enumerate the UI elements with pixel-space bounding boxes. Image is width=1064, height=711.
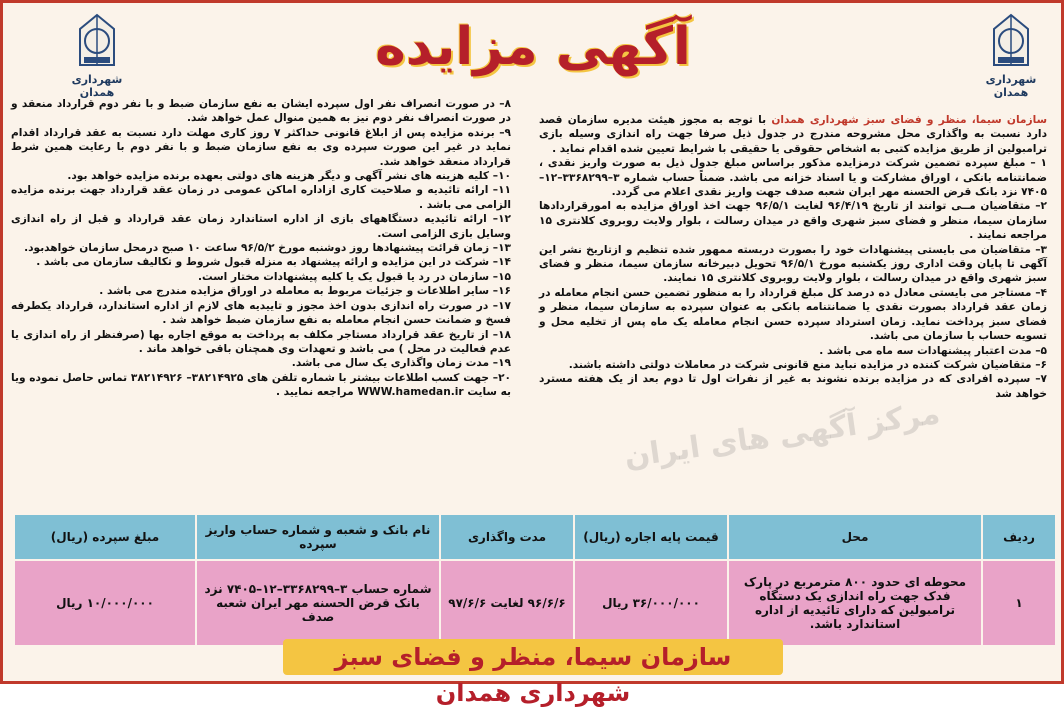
condition-item: ۱۹– مدت زمان واگذاری یک سال می باشد.	[291, 357, 511, 370]
condition-item: ۱۶– سایر اطلاعات و جزئیات مربوط به معامله در اوراق مزایده مندرج می باشد .	[99, 285, 511, 298]
cell-bank-account: شماره حساب ۳–۳۳۶۸۲۹۹–۱۲–۷۴۰۵ نزد بانک قرض الحسنه مهر ایران شعبه صدف	[196, 560, 440, 646]
intro-text: با توجه به مجوز هیئت مدیره سازمان قصد دارد نسبت به واگذاری محل مشروحه مندرج در جدول ذیل صرفا جهت راه اندازی وسیله بازی ترامبولین از طریق مزایده کتبی به اشخاص حقوقی یا حقیقی با شرایط تعیین شده اقدام نماید .	[539, 114, 1047, 155]
condition-item: ۸– در صورت انصراف نفر اول سپرده ایشان به نفع سازمان ضبط و با نفر دوم قرارداد منعقد و در صورت انصراف نفر دوم نیز به همین منوال عمل خواهد شد.	[11, 98, 511, 125]
cell-deposit: ۱۰/۰۰۰/۰۰۰ ریال	[14, 560, 196, 646]
watermark: مرکز آگهی های ایران	[622, 396, 943, 475]
condition-item: ۱۸– از تاریخ عقد قرارداد مستاجر مکلف به پرداخت به موقع اجاره بها (صرفنظر از راه اندازی یا عدم فعالیت در محل ) می باشد و تعهدات وی همچنان باقی خواهد ماند .	[11, 328, 511, 355]
col-header-bank-account: نام بانک و شعبه و شماره حساب واریز سپرده	[196, 514, 440, 560]
condition-item: ۶– متقاضیان شرکت کننده در مزایده نباید منع قانونی شرکت در معاملات دولتی داشته باشند.	[568, 358, 1047, 371]
cell-base-price: ۳۶/۰۰۰/۰۰۰ ریال	[574, 560, 728, 646]
condition-item: ۱۰– کلیه هزینه های نشر آگهی و دیگر هزینه های دولتی بعهده برنده مزایده خواهد بود.	[67, 170, 511, 183]
condition-item: ۱ – مبلغ سپرده تضمین شرکت درمزایده مذکور براساس مبلغ جدول ذیل به صورت واریز نقدی ، ضمانتنامه بانکی ، اوراق مشارکت و یا اسناد خزانه می باشد. ضمناً حساب شماره ۳–۳۳۶۸۲۹۹–۱۲–۷۴۰۵ نزد بانک قرض الحسنه مهر ایران شعبه صدف جهت واریز نقدی اعلام می گردد.	[539, 157, 1047, 199]
municipality-logo-icon	[72, 11, 122, 71]
condition-item: ۲۰– جهت کسب اطلاعات بیشتر با شماره تلفن های ۳۸۲۱۴۹۲۵– ۳۸۲۱۴۹۲۶ تماس حاصل نموده ویا به سایت WWW.hamedan.ir مراجعه نمایید .	[11, 371, 512, 399]
right-column	[539, 113, 1047, 401]
municipality-logo-icon	[986, 11, 1036, 71]
left-column	[11, 97, 511, 400]
condition-item: ۵– مدت اعتبار پیشنهادات سه ماه می باشد .	[819, 344, 1047, 357]
page-title: آگهی مزایده	[375, 17, 691, 77]
cell-location: محوطه ای حدود ۸۰۰ مترمربع در پارک فدک جهت راه اندازی یک دستگاه ترامبولین که دارای تائیدیه از اداره استاندارد باشد.	[728, 560, 982, 646]
intro-org: سازمان سیما، منظر و فضای سبز شهرداری همدان	[771, 114, 1047, 126]
col-header-index: ردیف	[982, 514, 1056, 560]
auction-table	[13, 513, 1057, 647]
col-header-period: مدت واگذاری	[440, 514, 574, 560]
table-row	[14, 560, 1056, 646]
col-header-location: محل	[728, 514, 982, 560]
col-header-base-price: قیمت پایه اجاره (ریال)	[574, 514, 728, 560]
condition-item: ۱۱– ارائه تائیدیه و صلاحیت کاری ازاداره اماکن عمومی در زمان عقد قرارداد جهت برنده مزایده الزامی می باشد .	[11, 184, 511, 211]
condition-item: ۲– متقاضیان مــی توانند از تاریخ ۹۶/۴/۱۹ لغایت ۹۶/۵/۱ جهت اخذ اوراق مزایده به امورقراردادها سازمان سیما، منظر و فضای سبز شهری واقع در میدان رسالت ، بلوار ولایت روبروی کلانتری ۱۵ مراجعه نمایند .	[539, 200, 1047, 242]
intro-paragraph	[539, 113, 1047, 156]
footer-banner: سازمان سیما، منظر و فضای سبز شهرداری همدان	[283, 639, 783, 675]
condition-item: ۷– سپرده افرادی که در مزایده برنده نشوند به غیر از نفرات اول تا دوم بعد از یک هفته مسترد خواهد شد	[539, 373, 1047, 400]
logo-left	[61, 11, 133, 99]
condition-item: ۳– متقاضیان می بایستی پیشنهادات خود را بصورت دربسته ممهور شده تنظیم و ازتاریخ نشر این آگهی تا پایان وقت اداری روز یکشنبه مورخ ۹۶/۵/۱ تحویل دبیرخانه سازمان سیما، منظر و فضای سبز شهری واقع در میدان رسالت ، بلوار ولایت روبروی کلانتری ۱۵ نمایند.	[539, 243, 1047, 285]
col-header-deposit: مبلغ سپرده (ریال)	[14, 514, 196, 560]
condition-item: ۱۴– شرکت در این مزایده و ارائه پیشنهاد به منزله قبول شروط و تکالیف سازمان می باشد .	[36, 256, 511, 269]
cell-period: ۹۶/۶/۶ لغایت ۹۷/۶/۶	[440, 560, 574, 646]
condition-item: ۱۷– در صورت راه اندازی بدون اخذ مجوز و تاییدیه های لازم از اداره استاندارد، قرارداد یکطرفه فسخ و ضمانت حسن انجام معامله به نفع سازمان ضبط خواهد شد .	[11, 299, 511, 327]
condition-item: ۹– برنده مزایده پس از ابلاغ قانونی حداکثر ۷ روز کاری مهلت دارد نسبت به عقد قرارداد اقدام نماید در غیر این صورت سپرده وی به نفع سازمان ضبط و با نفر دوم با رعایت همین شرط قرارداد منعقد خواهد شد.	[11, 126, 511, 168]
logo-right	[975, 11, 1047, 99]
logo-caption: شهرداری همدان	[985, 73, 1037, 99]
table-header-row	[14, 514, 1056, 560]
condition-item: ۴– مستاجر می بایستی معادل ده درصد کل مبلغ قرارداد را به منظور تضمین حسن انجام معامله در زمان عقد قرارداد بصورت نقدی یا ضمانتنامه بانکی به عنوان سپرده به سازمان سیما، منظر و فضای سبز پرداخت نماید. زمان استرداد سپرده حسن انجام معامله یک ماه پس از تخلیه محل و تسویه حساب با سازمان می باشد.	[539, 286, 1047, 343]
condition-item: ۱۳– زمان قرائت پیشنهادها روز دوشنبه مورخ ۹۶/۵/۲ ساعت ۱۰ صبح درمحل سازمان خواهدبود.	[24, 242, 511, 255]
condition-item: ۱۵– سازمان در رد یا قبول یک یا کلیه پیشنهادات مختار است.	[198, 270, 511, 283]
condition-item: ۱۲– ارائه تائیدیه دستگاههای بازی از اداره استاندارد زمان عقد قرارداد و قبل از راه اندازی وسایل بازی الزامی است.	[11, 213, 511, 240]
cell-index: ۱	[982, 560, 1056, 646]
logo-caption: شهرداری همدان	[71, 73, 123, 99]
